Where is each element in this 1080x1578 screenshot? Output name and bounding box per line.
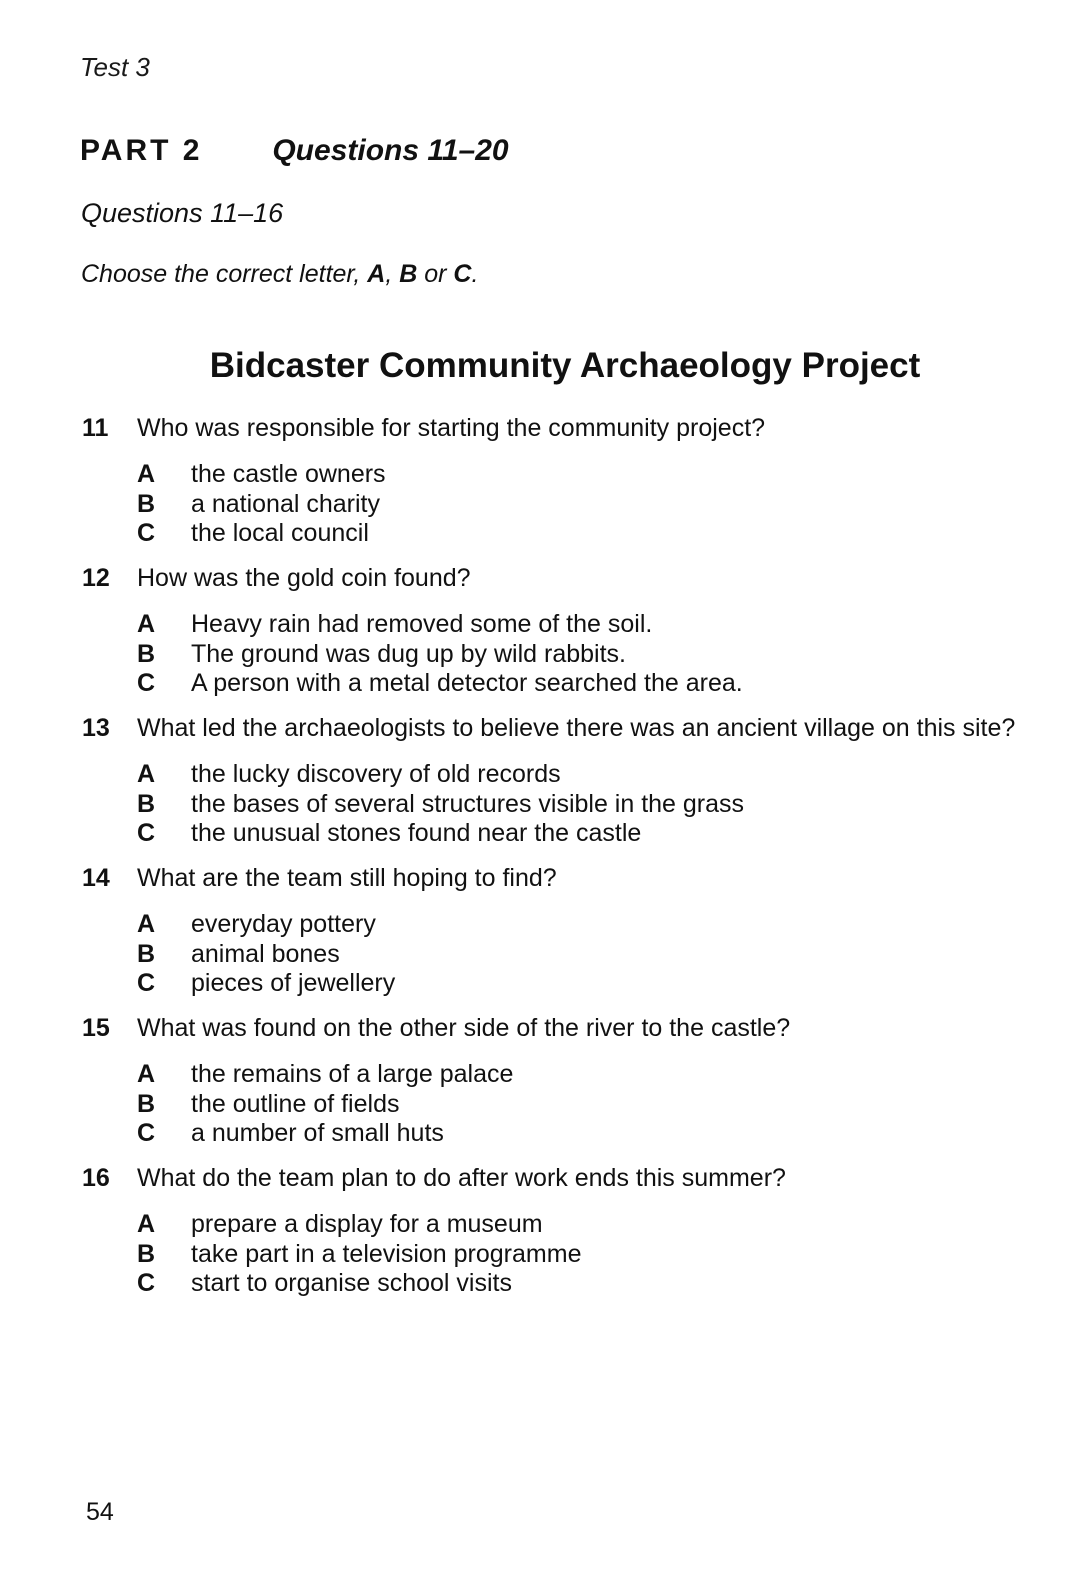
instruction-letter-c: C: [453, 260, 472, 288]
option-text: animal bones: [191, 939, 340, 968]
question-text: What do the team plan to do after work ends this summer?: [137, 1164, 786, 1192]
instruction-letter-a: A: [367, 260, 386, 288]
option-letter: A: [137, 760, 156, 788]
option-item: [137, 669, 743, 699]
question-number: 13: [82, 714, 110, 742]
option-list: [137, 1060, 513, 1149]
option-letter: C: [137, 1119, 156, 1147]
option-list: [137, 910, 395, 999]
question-header: [82, 414, 765, 443]
option-text: start to organise school visits: [191, 1269, 512, 1297]
option-text: the unusual stones found near the castle: [191, 819, 642, 847]
option-item: [137, 610, 743, 640]
option-letter: A: [137, 610, 156, 638]
option-item: [137, 1090, 513, 1120]
option-text: Heavy rain had removed some of the soil.: [191, 610, 653, 638]
option-letter: C: [137, 819, 156, 847]
option-text: The ground was dug up by wild rabbits.: [191, 639, 626, 668]
option-text: the remains of a large palace: [191, 1060, 514, 1088]
question-item: [82, 564, 1042, 714]
part-heading: [80, 134, 509, 168]
question-text: Who was responsible for starting the community project?: [137, 414, 766, 442]
option-text: the castle owners: [191, 460, 386, 488]
instruction: [81, 260, 478, 289]
option-list: [137, 610, 743, 699]
option-letter: B: [137, 1089, 156, 1118]
option-letter: C: [137, 519, 156, 547]
question-list: [82, 414, 1042, 1314]
question-number: 14: [82, 864, 110, 892]
instruction-period: .: [471, 260, 479, 288]
option-item: [137, 460, 386, 490]
option-list: [137, 460, 386, 549]
document-title: Bidcaster Community Archaeology Project: [209, 346, 921, 385]
question-item: [82, 1014, 1042, 1164]
section-questions-range: Questions 11–16: [81, 198, 284, 228]
question-text: What led the archaeologists to believe there was an ancient village on this site?: [137, 714, 1016, 742]
question-number: 15: [82, 1014, 110, 1042]
page-number: 54: [86, 1498, 114, 1526]
option-item: [137, 1210, 581, 1240]
question-header: [82, 864, 557, 893]
question-number: 16: [82, 1164, 110, 1192]
question-text: What are the team still hoping to find?: [137, 864, 557, 892]
option-item: [137, 490, 386, 520]
option-item: [137, 519, 386, 549]
option-item: [137, 1269, 581, 1299]
option-letter: A: [137, 460, 156, 488]
part-questions-range: Questions 11–20: [272, 134, 509, 167]
instruction-letter-b: B: [399, 260, 418, 288]
question-header: [82, 564, 471, 593]
option-text: the lucky discovery of old records: [191, 760, 561, 788]
option-item: [137, 760, 744, 790]
test-label: Test 3: [80, 52, 150, 82]
option-list: [137, 1210, 581, 1299]
question-item: [82, 1164, 1042, 1314]
instruction-comma: ,: [385, 260, 400, 288]
option-item: [137, 790, 744, 820]
option-letter: A: [137, 1210, 156, 1238]
option-item: [137, 969, 395, 999]
question-number: 12: [82, 564, 110, 592]
option-item: [137, 1119, 513, 1149]
option-list: [137, 760, 744, 849]
option-text: a national charity: [191, 489, 381, 518]
option-letter: B: [137, 939, 156, 968]
question-item: [82, 864, 1042, 1014]
instruction-or: or: [417, 260, 454, 288]
option-item: [137, 910, 395, 940]
option-letter: C: [137, 669, 156, 697]
option-text: a number of small huts: [191, 1119, 444, 1147]
question-text: How was the gold coin found?: [137, 564, 471, 592]
option-letter: B: [137, 639, 156, 668]
question-header: [82, 1164, 786, 1193]
option-text: the local council: [191, 519, 369, 547]
option-letter: C: [137, 1269, 156, 1297]
option-item: [137, 1060, 513, 1090]
option-item: [137, 640, 743, 670]
option-text: pieces of jewellery: [191, 969, 396, 997]
instruction-prefix: Choose the correct letter,: [81, 260, 368, 288]
option-item: [137, 940, 395, 970]
option-text: A person with a metal detector searched the area.: [191, 669, 743, 697]
option-item: [137, 1240, 581, 1270]
option-text: prepare a display for a museum: [191, 1210, 543, 1238]
option-text: everyday pottery: [191, 910, 376, 938]
option-letter: A: [137, 1060, 156, 1088]
option-item: [137, 819, 744, 849]
question-item: [82, 714, 1042, 864]
option-text: the bases of several structures visible in the grass: [191, 789, 745, 818]
option-letter: B: [137, 489, 156, 518]
question-text: What was found on the other side of the river to the castle?: [137, 1014, 791, 1042]
option-letter: A: [137, 910, 156, 938]
option-letter: B: [137, 789, 156, 818]
option-text: the outline of fields: [191, 1089, 400, 1118]
question-item: [82, 414, 1042, 564]
question-header: [82, 714, 1015, 743]
option-letter: B: [137, 1239, 156, 1268]
question-header: [82, 1014, 790, 1043]
option-letter: C: [137, 969, 156, 997]
part-label: PART 2: [80, 134, 203, 167]
question-number: 11: [82, 414, 109, 442]
option-text: take part in a television programme: [191, 1239, 582, 1268]
